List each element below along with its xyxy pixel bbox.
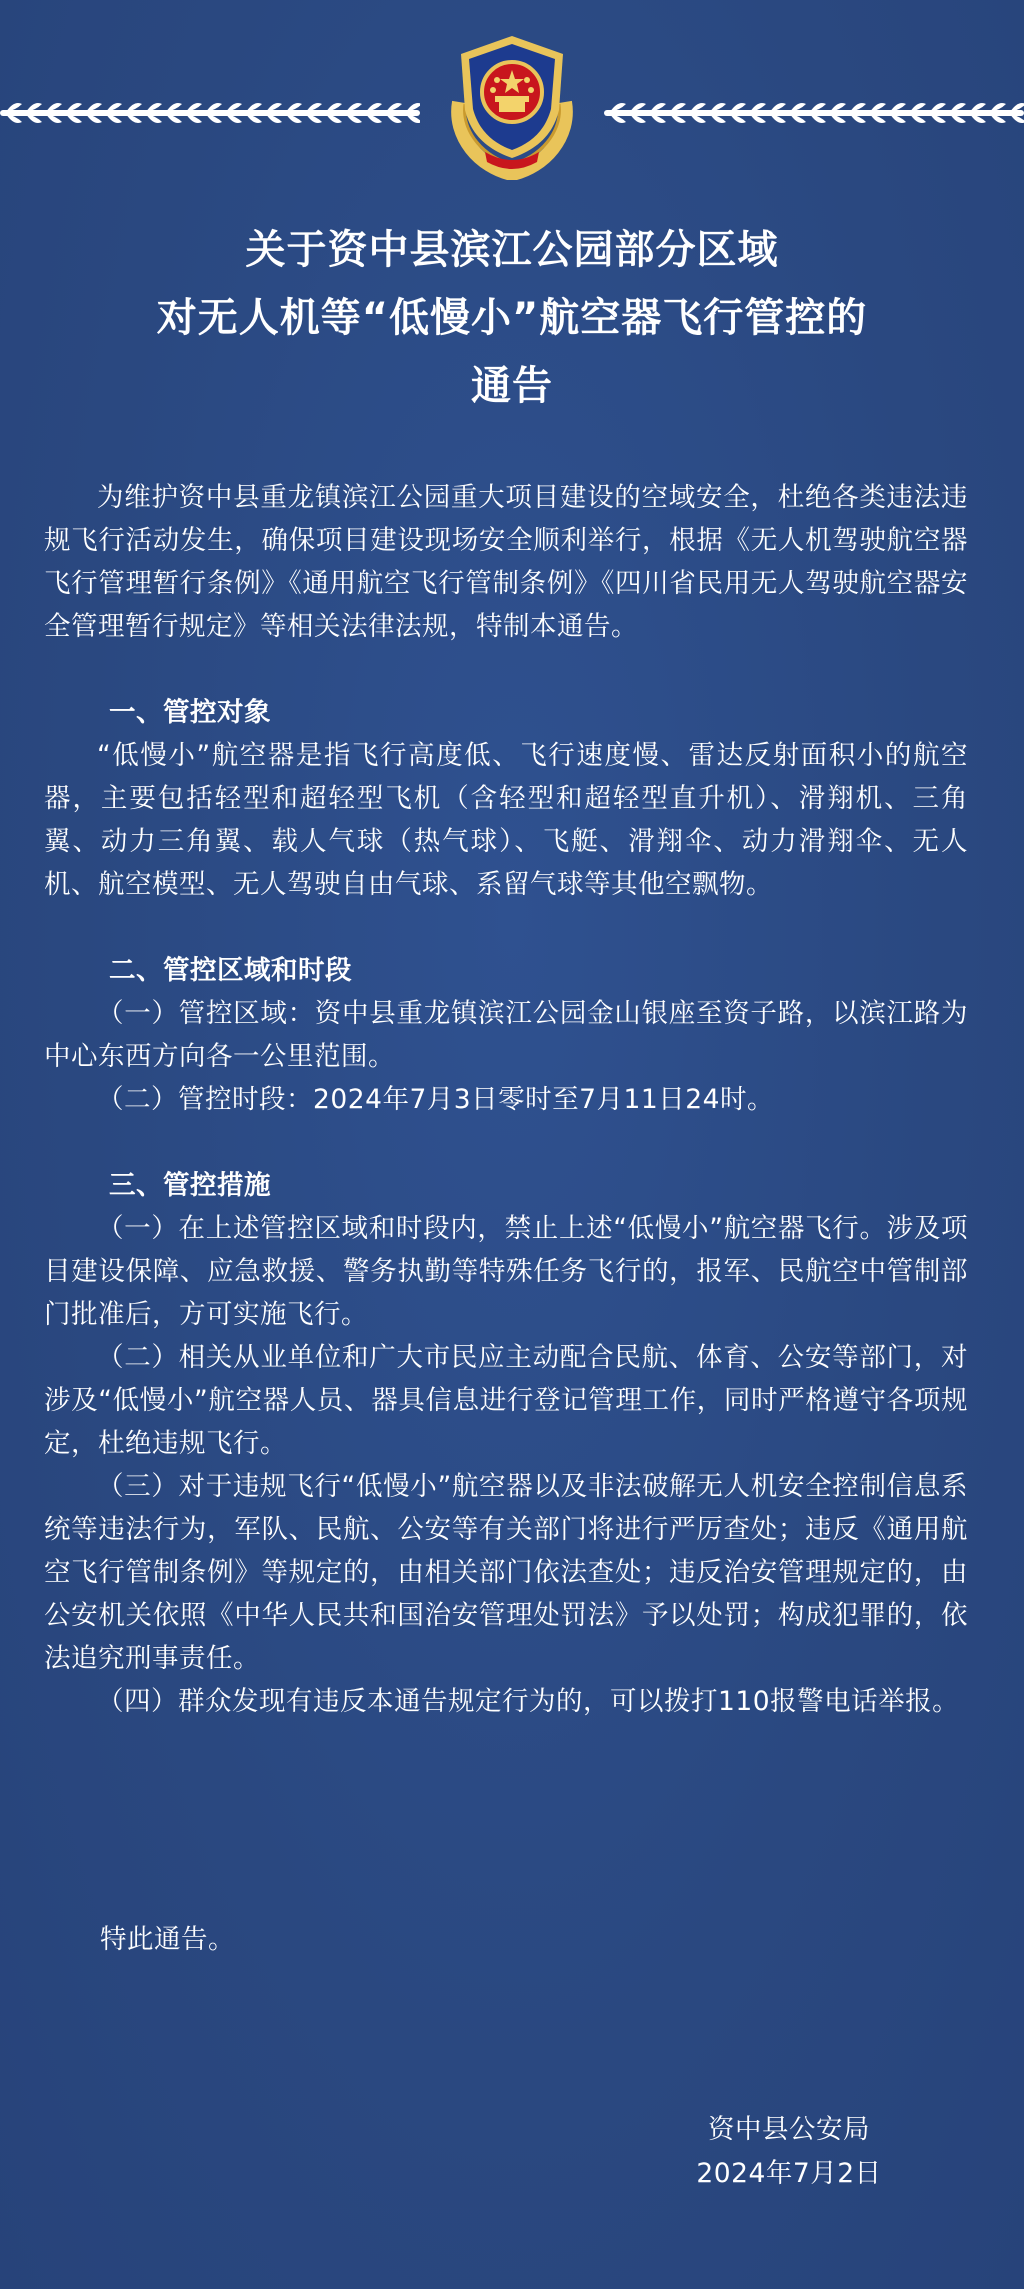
left-ribbon-decoration bbox=[0, 98, 420, 128]
section-2-heading: 二、管控区域和时段 bbox=[109, 955, 352, 986]
signature-date: 2024年7月2日 bbox=[696, 2158, 882, 2189]
section-1-text: “低慢小”航空器是指飞行高度低、飞行速度慢、雷达反射面积小的航空器，主要包括轻型和超轻型飞机（含轻型和超轻型直升机）、滑翔机、三角翼、动力三角翼、载人气球（热气球）、飞艇、滑翔伞、动力滑翔伞、无人机、航空模型、无人驾驶自由气球、系留气球等其他空飘物。 bbox=[44, 740, 968, 900]
signature-org: 资中县公安局 bbox=[708, 2114, 870, 2145]
closing-text: 特此通告。 bbox=[100, 1924, 235, 1955]
title-line-1: 关于资中县滨江公园部分区域 bbox=[245, 227, 779, 273]
title-line-2: 对无人机等“低慢小”航空器飞行管控的 bbox=[156, 295, 868, 341]
section-3-item-2: （二）相关从业单位和广大市民应主动配合民航、体育、公安等部门，对涉及“低慢小”航空器人员、器具信息进行登记管理工作，同时严格遵守各项规定，杜绝违规飞行。 bbox=[44, 1342, 968, 1459]
section-3-item-4: （四）群众发现有违反本通告规定行为的，可以拨打110报警电话举报。 bbox=[97, 1686, 960, 1717]
right-ribbon-decoration bbox=[604, 98, 1024, 128]
section-2-item-2: （二）管控时段：2024年7月3日零时至7月11日24时。 bbox=[97, 1084, 774, 1115]
signature-block bbox=[694, 2108, 884, 2196]
section-3-item-3: （三）对于违规飞行“低慢小”航空器以及非法破解无人机安全控制信息系统等违法行为，军队、民航、公安等有关部门将进行严厉查处；违反《通用航空飞行管制条例》等规定的，由相关部门依法查处；违反治安管理规定的，由公安机关依照《中华人民共和国治安管理处罚法》予以处罚；构成犯罪的，依法追究刑事责任。 bbox=[44, 1471, 968, 1674]
notice-body bbox=[44, 476, 968, 1723]
section-2-item-1: （一）管控区域：资中县重龙镇滨江公园金山银座至资子路，以滨江路为中心东西方向各一公里范围。 bbox=[44, 998, 968, 1072]
section-3-item-1: （一）在上述管控区域和时段内，禁止上述“低慢小”航空器飞行。涉及项目建设保障、应急救援、警务执勤等特殊任务飞行的，报军、民航空中管制部门批准后，方可实施飞行。 bbox=[44, 1213, 968, 1330]
notice-title bbox=[0, 216, 1024, 420]
intro-paragraph: 为维护资中县重龙镇滨江公园重大项目建设的空域安全，杜绝各类违法违规飞行活动发生，确保项目建设现场安全顺利举行，根据《无人机驾驶航空器飞行管理暂行条例》《通用航空飞行管制条例》《四川省民用无人驾驶航空器安全管理暂行规定》等相关法律法规，特制本通告。 bbox=[44, 482, 968, 642]
section-1-heading: 一、管控对象 bbox=[109, 697, 271, 728]
title-line-3: 通告 bbox=[471, 363, 553, 409]
section-3-heading: 三、管控措施 bbox=[109, 1170, 271, 1201]
police-emblem-icon bbox=[445, 32, 579, 180]
